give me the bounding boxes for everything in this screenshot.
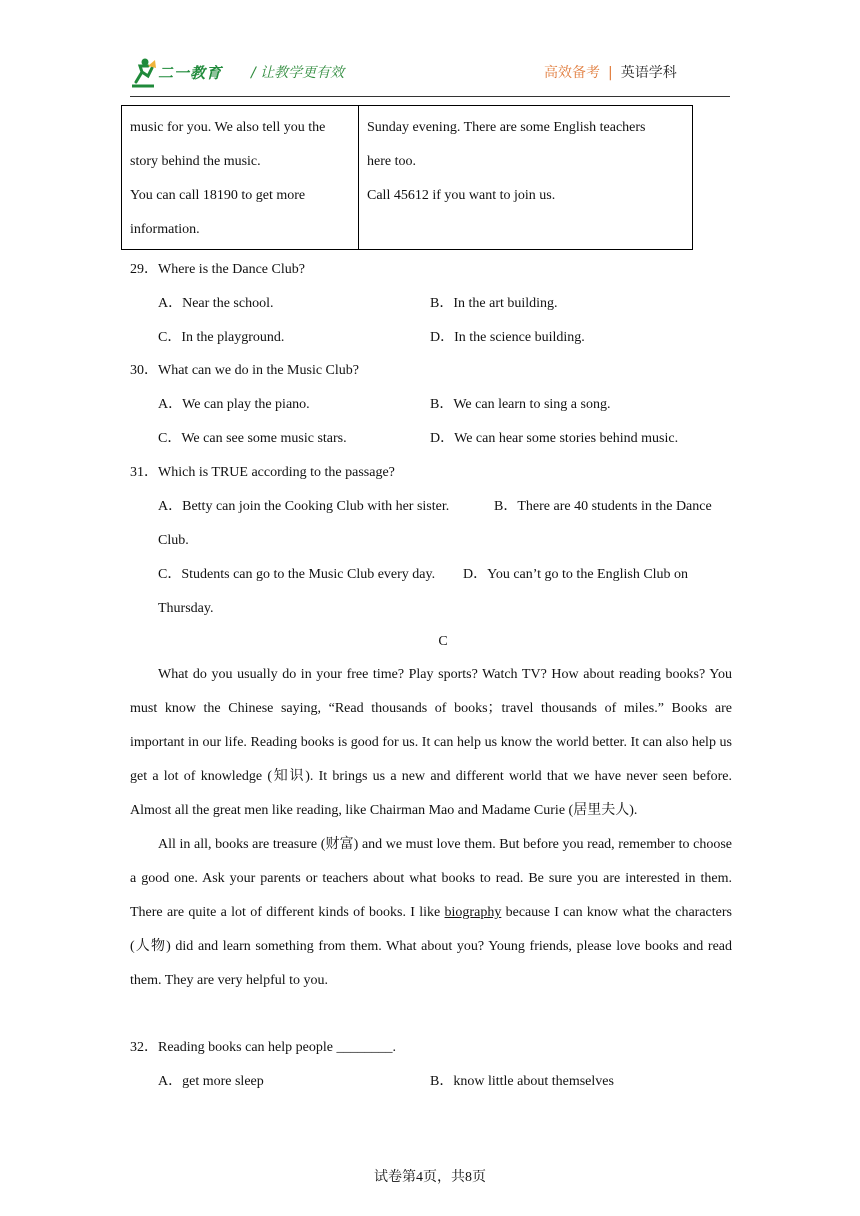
option-30d: D．We can hear some stories behind music. — [430, 431, 679, 446]
question-29: 29．Where is the Dance Club? — [130, 262, 305, 277]
option-29a: A．Near the school. — [158, 296, 274, 311]
option-32a: A．get more sleep — [158, 1074, 264, 1089]
question-30: 30．What can we do in the Music Club? — [130, 363, 360, 378]
underlined-word: biography — [444, 905, 502, 920]
section-heading: C — [438, 634, 448, 649]
site-logo — [128, 56, 158, 90]
slogan: / 让教学更有效 — [251, 65, 345, 81]
header-divider — [130, 96, 730, 97]
option-29d: D．In the science building. — [430, 330, 585, 345]
page-footer: 试卷第4页，共8页 — [374, 1170, 486, 1185]
option-31a: A．Betty can join the Cooking Club with her sister. — [158, 499, 450, 514]
option-30c: C．We can see some music stars. — [158, 431, 347, 446]
option-31d-cont: Thursday. — [158, 601, 214, 616]
option-31b-cont: Club. — [158, 533, 189, 548]
passage-paragraph-1: What do you usually do in your free time? Play sports? Watch TV? How about reading books? You must know the Chinese saying, “Read thousands of books；travel thousands of miles.” Books are important in our life. Reading books is good for us. It can help us know the world better. It can also help us get a lot of knowledge (知识). It brings us a new and different world that we have never seen before. Almost all the great men like reading, like Chairman Mao and Madame Curie (居里夫人). — [130, 667, 732, 818]
option-29c: C．In the playground. — [158, 330, 285, 345]
question-32: 32．Reading books can help people ________. — [130, 1040, 396, 1055]
option-30a: A．We can play the piano. — [158, 397, 310, 412]
table-cell-left: music for you. We also tell you the story behind the music. You can call 18190 to get more information. — [130, 120, 326, 237]
passage — [130, 658, 732, 998]
option-31b: B．There are 40 students in the Dance — [494, 499, 712, 514]
option-31c: C．Students can go to the Music Club every day. — [158, 567, 436, 582]
option-32b: B．know little about themselves — [430, 1074, 614, 1089]
option-30b: B．We can learn to sing a song. — [430, 397, 611, 412]
table-cell-right: Sunday evening. There are some English teachers here too. Call 45612 if you want to join us. — [367, 120, 646, 203]
header-subject: 高效备考 | 英语学科 — [544, 65, 677, 81]
logo-text: 二一教育 — [158, 64, 223, 82]
table-column-divider — [358, 105, 359, 250]
option-29b: B．In the art building. — [430, 296, 558, 311]
passage-paragraph-2: All in all, books are treasure (财富) and we must love them. But before you read, remember to choose a good one. Ask your parents or teachers about what books to read. Be sure you are interested in them. There are quite a lot of different kinds of books. I like biography because I can know what the characters (人物) did and learn something from them. What about you? Young friends, please love books and read them. They are very helpful to you. — [130, 837, 732, 988]
option-31d: D．You can’t go to the English Club on — [463, 567, 689, 582]
question-31: 31．Which is TRUE according to the passage? — [130, 465, 395, 480]
